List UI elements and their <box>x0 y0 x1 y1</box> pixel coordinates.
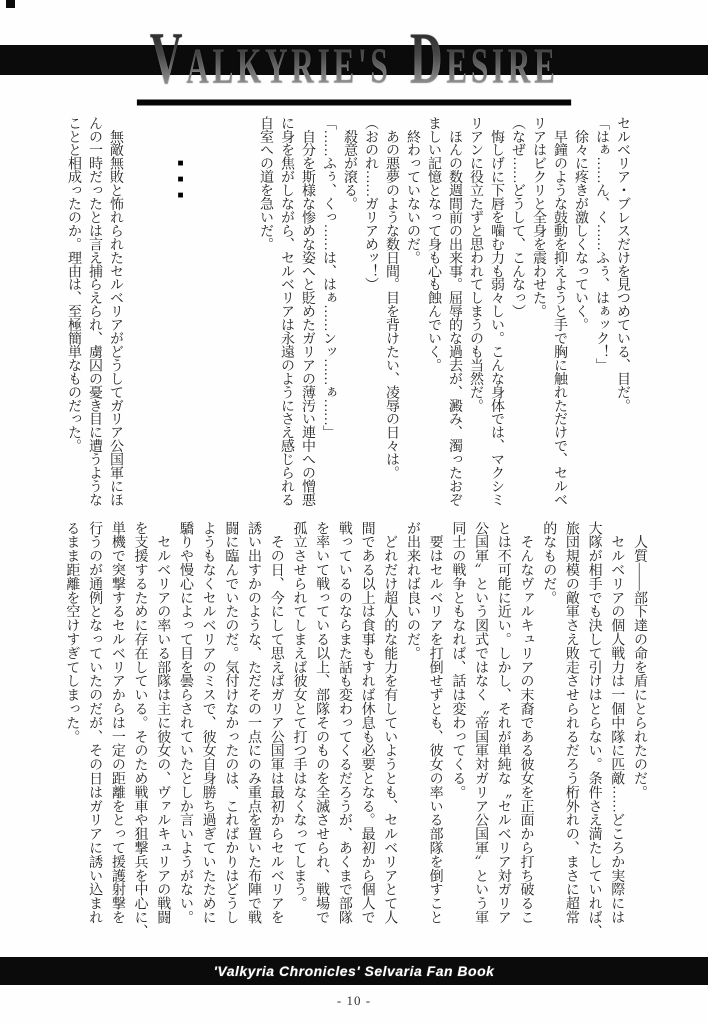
text-column: んの一時だったとは言え捕らえられ、虜囚の憂き目に遭うような <box>87 116 102 507</box>
text-column: ましい記憶となって身も心も蝕んでいく。 <box>426 116 441 372</box>
text-column: どれだけ超人的な能力を有していようとも、セルベリアとて人 <box>382 521 398 925</box>
text-column: ことと相成ったのか。理由は、至極簡単なものだった。 <box>66 116 81 453</box>
text-column: に身を焦がしながら、セルベリアは永遠のようにさえ感じられる <box>279 116 294 507</box>
text-column: 「……ふぅ、くっ……は、はぁ……ンッ……ぁ……」 <box>321 116 336 439</box>
text-column: 殺意が滾る。 <box>342 116 357 211</box>
text-column: 誘い出すかのような、ただその一点にのみ重点を置いた布陣で戦 <box>246 521 262 925</box>
text-column: 公国軍〟という図式ではなく〝帝国軍対ガリア公国軍〟という軍 <box>473 521 489 925</box>
text-column: 驕りや慢心によって目を曇らされていたとしか言いようがない。 <box>177 521 193 925</box>
text-column: 終わっていないのだ。 <box>405 116 420 264</box>
text-column: 単機で突撃するセルベリアからは一定の距離をとって援護射撃を <box>109 521 125 925</box>
text-column: （おのれ……ガリアめッ！） <box>363 116 378 291</box>
text-column: を支援するために存在している。そのため戦車や狙撃兵を中心に、 <box>132 521 148 939</box>
text-column: 悔しげに下唇を噛む力も弱々しい。こんな身体では、マクシミ <box>489 116 504 507</box>
title-word-2: DESIRE <box>409 17 559 100</box>
text-column: 戦っているのならまた話も変わってくるだろうが、あくまで部隊 <box>336 521 352 925</box>
text-column: そんなヴァルキュリアの末裔である彼女を正面から打ち破るこ <box>518 521 534 925</box>
text-column: を率いて戦っている以上、部隊そのものを全滅させられ、戦場で <box>314 521 330 925</box>
text-column: （なぜ……どうして、こんなっ） <box>510 116 525 318</box>
page-title-text <box>137 17 572 105</box>
text-column: 要はセルベリアを打倒せずとも、彼女の率いる部隊を倒すこと <box>427 521 443 925</box>
text-column: その日、今にして思えばガリア公国軍は最初からセルベリアを <box>268 521 284 925</box>
text-column: 行うのが通例となっていたのだが、その日はガリアに誘い込まれ <box>87 521 103 925</box>
text-column: 間である以上は食事もすれば休息も必要となる。最初から個人で <box>359 521 375 925</box>
squares-marker-icon: ■■■ <box>175 158 186 206</box>
text-column: 孤立させられてしまえば彼女とて打つ手はなくなってしまう。 <box>291 521 307 911</box>
page-number: - 10 - <box>336 993 372 1008</box>
text-column: 的なものだ。 <box>541 521 557 605</box>
text-column: セルベリアの率いる部隊は主に彼女の、ヴァルキュリアの戦闘 <box>155 521 171 925</box>
text-column: セルベリアの個人戦力は一個中隊に匹敵……どころか実際には <box>609 521 625 925</box>
text-column: 無敵無敗と怖れられたセルベリアがどうしてガリア公国軍にほ <box>108 116 123 507</box>
text-column: 闘に臨んでいたのだ。気付けなかったのは、こればかりはどうし <box>223 521 239 925</box>
text-column: リアンに役立たずと思われてしまうのも当然だ。 <box>468 116 483 412</box>
text-column: 同士の戦争ともなれば、話は変わってくる。 <box>450 521 466 800</box>
text-column: リアはビクリと全身を震わせた。 <box>531 116 546 318</box>
story-section-bottom <box>60 521 650 946</box>
text-column: 自室への道を急いだ。 <box>258 116 273 251</box>
page-title <box>0 0 708 100</box>
section-divider <box>170 116 191 516</box>
text-column: るまま距離を空けすぎてしまった。 <box>64 521 80 744</box>
text-column: 「はぁ……ん、く……ふぅ、はぁック！」 <box>594 116 609 372</box>
text-column: 人質——部下達の命を盾にとられたのだ。 <box>632 521 647 800</box>
text-column: 大隊が相手でも決して引けはとらない。条件さえ満たしていれば、 <box>586 521 602 939</box>
footer-banner <box>0 957 708 985</box>
text-column: 旅団規模の敵軍さえ敗走させられるだろう桁外れの、まさに超常 <box>563 521 579 925</box>
footer-title: 'Valkyria Chronicles' Selvaria Fan Book <box>213 963 495 979</box>
story-section-top <box>63 116 633 516</box>
text-column: 早鐘のような鼓動を抑えようと手で胸に触れただけで、セルベ <box>552 116 567 507</box>
header-banner <box>0 0 708 100</box>
title-word-1: VALKYRIE'S <box>149 17 392 100</box>
text-column: ほんの数週間前の出来事。屈辱的な過去が、澱み、濁ったおぞ <box>447 116 462 507</box>
text-column: 徐々に疼きが激しくなっていく。 <box>573 116 588 332</box>
text-column: が出来れば良いのだ。 <box>404 521 420 661</box>
text-column: セルベリア・ブレスだけを見つめている、目だ。 <box>615 116 630 412</box>
text-column: ようもなくセルベリアのミスで、彼女自身勝ち過ぎていたために <box>200 521 216 925</box>
text-column: あの悪夢のような数日間。目を背けたい、凌辱の日々は。 <box>384 116 399 480</box>
text-column: とは不可能に近い。しかし、それが単純な〝セルベリア対ガリア <box>495 521 511 925</box>
text-column: 自分を斯様な惨めな姿へと貶めたガリアの薄汚い連中への憎悪 <box>300 116 315 507</box>
